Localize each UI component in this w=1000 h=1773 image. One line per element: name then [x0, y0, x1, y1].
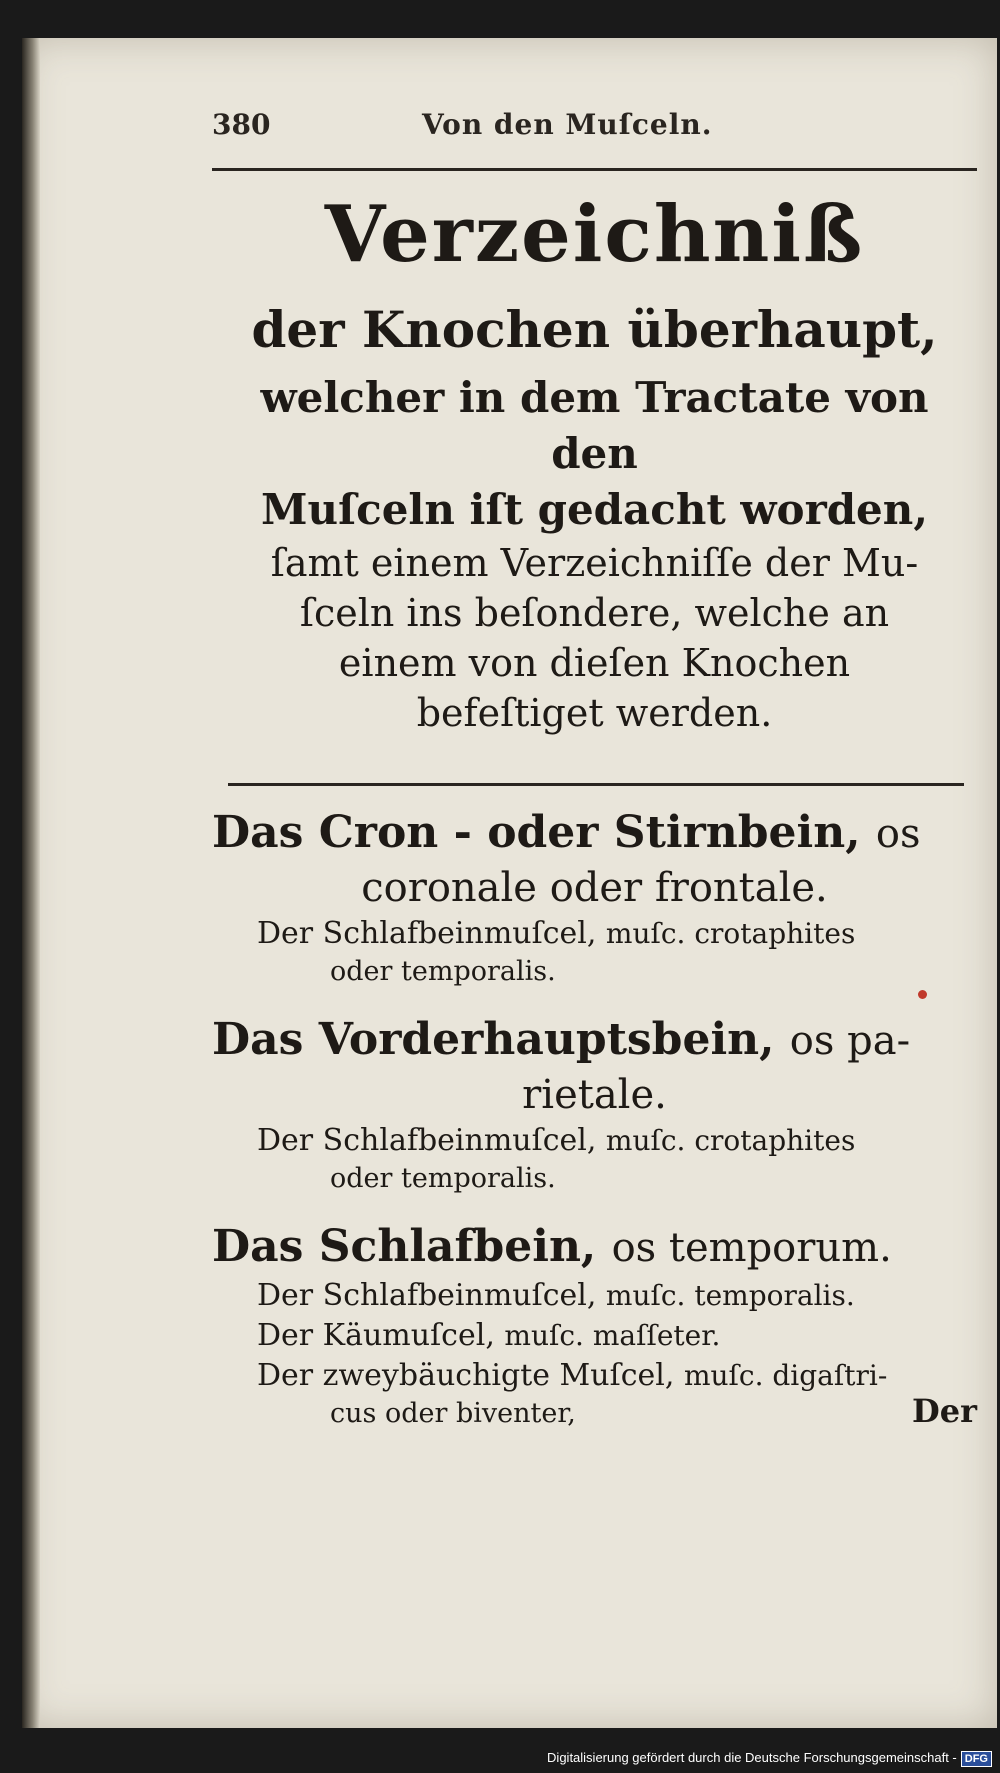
title-line-3: welcher in dem Tractate von den [260, 373, 929, 478]
bone-heading-cont: coronale oder frontale. [361, 865, 828, 911]
bone-heading [212, 805, 977, 862]
muscle-cont: oder temporalis. [330, 956, 556, 987]
title-block [212, 180, 977, 738]
title-line-8: befeſtiget werden. [416, 691, 773, 735]
muscle-latin: muſc. temporalis. [605, 1279, 855, 1312]
bone-latin: os [875, 811, 921, 857]
bone-name: Das Vorderhauptsbein, [212, 1014, 775, 1065]
credit-text: Digitalisierung gefördert durch die Deutsche Forschungsgemeinschaft - [547, 1750, 957, 1765]
digitization-credit [547, 1750, 992, 1767]
muscle-item [212, 1276, 977, 1316]
title-main: Verzeichniß [324, 189, 865, 280]
entry-stirnbein [212, 805, 977, 990]
running-header [212, 108, 982, 148]
muscle-name: Der Käumuſcel, [257, 1318, 495, 1353]
muscle-name: Der Schlafbeinmuſcel, [257, 1278, 597, 1313]
header-rule [212, 168, 977, 171]
title-line-2: der Knochen überhaupt, [251, 300, 938, 359]
muscle-item [212, 1356, 977, 1396]
bone-latin: os pa- [789, 1018, 911, 1064]
muscle-latin: muſc. crotaphites [605, 917, 856, 950]
muscle-item [212, 1121, 977, 1161]
muscle-latin: muſc. digaſtri- [683, 1359, 888, 1392]
bone-name: Das Cron - oder Stirnbein, [212, 807, 861, 858]
muscle-cont: oder temporalis. [330, 1163, 556, 1194]
title-line-7: einem von dieſen Knochen [338, 641, 851, 685]
entry-schlafbein [212, 1219, 977, 1430]
muscle-item [212, 1316, 977, 1356]
bone-heading [212, 1219, 977, 1276]
title-line-6: ſceln ins beſondere, welche an [299, 591, 890, 635]
page-number: 380 [212, 108, 271, 141]
title-line-4: Muſceln iſt gedacht worden, [261, 485, 928, 534]
muscle-cont: cus oder biventer, [330, 1398, 576, 1429]
section-rule [228, 783, 964, 786]
bone-latin: os temporum. [611, 1225, 892, 1271]
catchword: Der [912, 1392, 977, 1430]
bone-heading-cont: rietale. [522, 1072, 667, 1118]
bone-heading [212, 1012, 977, 1069]
bone-entries [212, 805, 977, 1452]
red-mark [918, 990, 927, 999]
title-line-5: ſamt einem Verzeichniſſe der Mu- [270, 541, 919, 585]
running-title: Von den Muſceln. [422, 108, 713, 141]
muscle-name: Der zweybäuchigte Muſcel, [257, 1358, 675, 1393]
entry-vorderhauptsbein [212, 1012, 977, 1197]
muscle-name: Der Schlafbeinmuſcel, [257, 916, 597, 951]
book-binding [22, 38, 40, 1728]
dfg-logo: DFG [961, 1751, 992, 1767]
muscle-name: Der Schlafbeinmuſcel, [257, 1123, 597, 1158]
muscle-item [212, 914, 977, 954]
bone-name: Das Schlafbein, [212, 1221, 597, 1272]
muscle-latin: muſc. crotaphites [605, 1124, 856, 1157]
muscle-latin: muſc. maſſeter. [504, 1319, 721, 1352]
